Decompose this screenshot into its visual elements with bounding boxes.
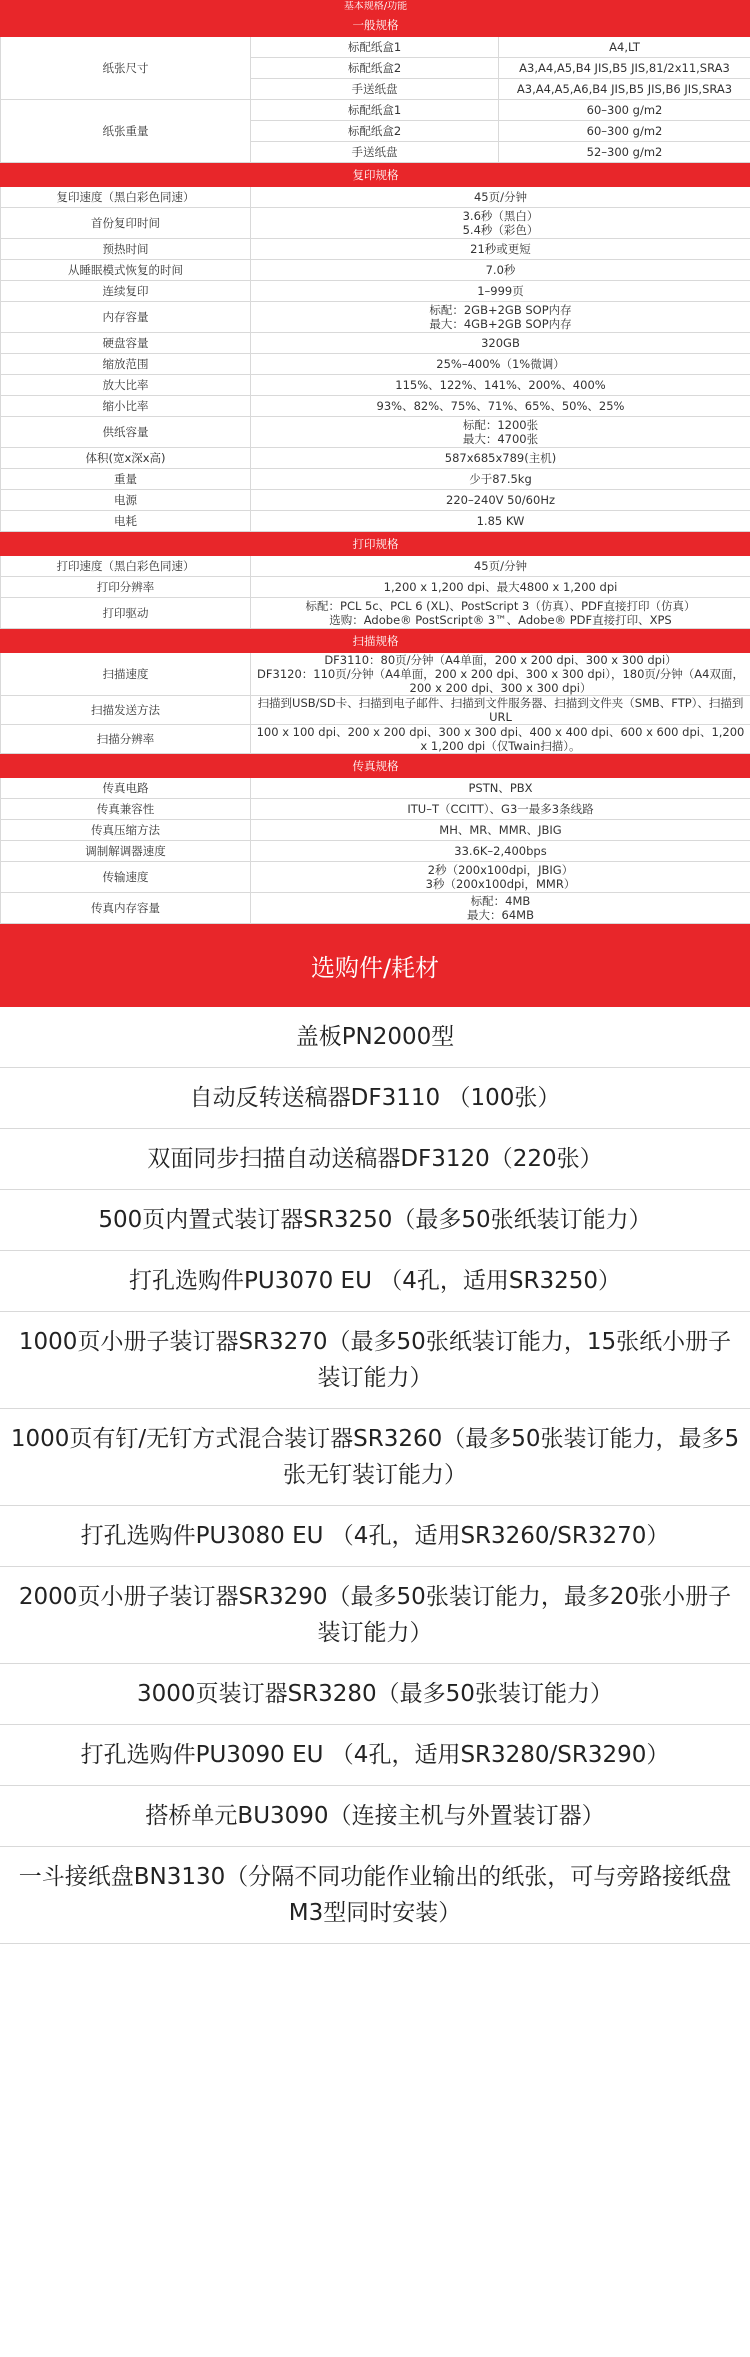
spec-value bbox=[251, 333, 750, 354]
spec-row bbox=[1, 490, 750, 511]
spec-value-line: 2秒（200x100dpi，JBIG） bbox=[427, 863, 574, 877]
option-item: 1000页小册子装订器SR3270（最多50张纸装订能力，15张纸小册子装订能力） bbox=[0, 1312, 750, 1409]
spec-label: 传真兼容性 bbox=[1, 799, 251, 820]
section-copy: 复印规格 bbox=[1, 163, 750, 187]
spec-value bbox=[251, 893, 750, 924]
spec-label: 打印分辨率 bbox=[1, 577, 251, 598]
paper-weight-label: 纸张重量 bbox=[1, 100, 251, 163]
spec-row bbox=[1, 862, 750, 893]
spec-label: 首份复印时间 bbox=[1, 208, 251, 239]
section-print: 打印规格 bbox=[1, 532, 750, 556]
tray-name: 手送纸盘 bbox=[251, 79, 499, 100]
spec-value bbox=[251, 577, 750, 598]
spec-row bbox=[1, 577, 750, 598]
spec-row bbox=[1, 302, 750, 333]
spec-label: 内存容量 bbox=[1, 302, 251, 333]
spec-label: 体积(宽x深x高) bbox=[1, 448, 251, 469]
tray-value: 52–300 g/m2 bbox=[499, 142, 750, 163]
spec-value-line: 最大：64MB bbox=[467, 908, 534, 922]
spec-value bbox=[251, 653, 750, 696]
spec-row bbox=[1, 208, 750, 239]
spec-value bbox=[251, 417, 750, 448]
spec-label: 传真压缩方法 bbox=[1, 820, 251, 841]
spec-row bbox=[1, 281, 750, 302]
spec-value-line: ITU–T（CCITT）、G3一最多3条线路 bbox=[407, 802, 594, 816]
spec-label: 传输速度 bbox=[1, 862, 251, 893]
spec-row bbox=[1, 696, 750, 725]
spec-label: 缩小比率 bbox=[1, 396, 251, 417]
spec-row bbox=[1, 396, 750, 417]
options-title: 选购件/耗材 bbox=[0, 924, 750, 1007]
tray-name: 标配纸盒1 bbox=[251, 100, 499, 121]
spec-value bbox=[251, 281, 750, 302]
spec-row bbox=[1, 820, 750, 841]
tray-name: 标配纸盒2 bbox=[251, 58, 499, 79]
spec-label: 传真电路 bbox=[1, 778, 251, 799]
spec-body bbox=[1, 163, 750, 924]
spec-label: 电耗 bbox=[1, 511, 251, 532]
spec-value-line: 少于87.5kg bbox=[469, 472, 532, 486]
spec-value bbox=[251, 841, 750, 862]
option-item: 盖板PN2000型 bbox=[0, 1007, 750, 1068]
header-title: 基本规格/功能 bbox=[1, 1, 750, 13]
spec-value-line: 115%、122%、141%、200%、400% bbox=[395, 378, 606, 392]
spec-value-line: 7.0秒 bbox=[485, 263, 516, 277]
spec-value bbox=[251, 208, 750, 239]
spec-value-line: 标配：1200张 bbox=[462, 418, 539, 432]
spec-label: 预热时间 bbox=[1, 239, 251, 260]
spec-value bbox=[251, 302, 750, 333]
spec-value bbox=[251, 375, 750, 396]
option-item: 3000页装订器SR3280（最多50张装订能力） bbox=[0, 1664, 750, 1725]
option-item: 一斗接纸盘BN3130（分隔不同功能作业输出的纸张，可与旁路接纸盘M3型同时安装） bbox=[0, 1847, 750, 1944]
spec-label: 缩放范围 bbox=[1, 354, 251, 375]
tray-name: 手送纸盘 bbox=[251, 142, 499, 163]
spec-row bbox=[1, 469, 750, 490]
tray-value: A4,LT bbox=[499, 37, 750, 58]
spec-row bbox=[1, 375, 750, 396]
spec-value-line: 扫描到USB/SD卡、扫描到电子邮件、扫描到文件服务器、扫描到文件夹（SMB、FTP）、扫描到URL bbox=[257, 696, 744, 724]
option-item: 2000页小册子装订器SR3290（最多50张装订能力，最多20张小册子装订能力） bbox=[0, 1567, 750, 1664]
spec-value-line: 320GB bbox=[481, 336, 520, 350]
spec-label: 扫描分辨率 bbox=[1, 725, 251, 754]
spec-label: 打印驱动 bbox=[1, 598, 251, 629]
spec-value-line: 1–999页 bbox=[477, 284, 524, 298]
spec-label: 连续复印 bbox=[1, 281, 251, 302]
spec-value-line: 100 x 100 dpi、200 x 200 dpi、300 x 300 dpi、400 x 400 dpi、600 x 600 dpi、1,200 x 1,200 dpi（仅Twain扫描）。 bbox=[256, 725, 745, 753]
option-item: 双面同步扫描自动送稿器DF3120（220张） bbox=[0, 1129, 750, 1190]
spec-value bbox=[251, 187, 750, 208]
spec-value-line: 93%、82%、75%、71%、65%、50%、25% bbox=[376, 399, 625, 413]
spec-value bbox=[251, 239, 750, 260]
spec-label: 传真内存容量 bbox=[1, 893, 251, 924]
spec-value-line: DF3110：80页/分钟（A4单面，200 x 200 dpi、300 x 300 dpi） bbox=[324, 653, 677, 667]
spec-value-line: 1.85 KW bbox=[476, 514, 525, 528]
spec-label: 硬盘容量 bbox=[1, 333, 251, 354]
spec-row bbox=[1, 725, 750, 754]
spec-value bbox=[251, 490, 750, 511]
spec-row bbox=[1, 448, 750, 469]
spec-row bbox=[1, 354, 750, 375]
spec-label: 扫描速度 bbox=[1, 653, 251, 696]
option-item: 500页内置式装订器SR3250（最多50张纸装订能力） bbox=[0, 1190, 750, 1251]
spec-value bbox=[251, 862, 750, 893]
spec-value bbox=[251, 354, 750, 375]
spec-value-line: DF3120：110页/分钟（A4单面，200 x 200 dpi、300 x 300 dpi），180页/分钟（A4双面，200 x 200 dpi、300 x 300 dpi） bbox=[257, 667, 744, 695]
spec-value-line: 最大：4700张 bbox=[462, 432, 539, 446]
spec-value-line: 587x685x789(主机) bbox=[444, 451, 557, 465]
spec-value bbox=[251, 511, 750, 532]
spec-row bbox=[1, 556, 750, 577]
spec-value-line: 25%–400%（1%微调） bbox=[436, 357, 565, 371]
spec-value-line: MH、MR、MMR、JBIG bbox=[439, 823, 562, 837]
spec-value bbox=[251, 598, 750, 629]
spec-value-line: 3.6秒（黑白） bbox=[462, 209, 539, 223]
spec-value-line: 220–240V 50/60Hz bbox=[446, 493, 555, 507]
spec-value-line: 3秒（200x100dpi，MMR） bbox=[425, 877, 576, 891]
spec-value-line: 标配：2GB+2GB SOP内存 bbox=[429, 303, 572, 317]
spec-value bbox=[251, 820, 750, 841]
spec-row bbox=[1, 511, 750, 532]
spec-value bbox=[251, 799, 750, 820]
spec-value-line: 最大：4GB+2GB SOP内存 bbox=[429, 317, 572, 331]
spec-row bbox=[1, 778, 750, 799]
spec-row bbox=[1, 260, 750, 281]
spec-label: 电源 bbox=[1, 490, 251, 511]
spec-row bbox=[1, 598, 750, 629]
spec-label: 扫描发送方法 bbox=[1, 696, 251, 725]
spec-value bbox=[251, 260, 750, 281]
spec-row bbox=[1, 239, 750, 260]
spec-value-line: 21秒或更短 bbox=[470, 242, 531, 256]
tray-value: 60–300 g/m2 bbox=[499, 121, 750, 142]
spec-value-line: 标配：PCL 5c、PCL 6 (XL)、PostScript 3（仿真）、PDF直接打印（仿真） bbox=[305, 599, 696, 613]
option-item: 打孔选购件PU3090 EU （4孔，适用SR3280/SR3290） bbox=[0, 1725, 750, 1786]
spec-value-line: 45页/分钟 bbox=[473, 559, 527, 573]
spec-row bbox=[1, 799, 750, 820]
option-item: 自动反转送稿器DF3110 （100张） bbox=[0, 1068, 750, 1129]
spec-value-line: 5.4秒（彩色） bbox=[462, 223, 539, 237]
spec-row bbox=[1, 187, 750, 208]
spec-value bbox=[251, 696, 750, 725]
tray-value: A3,A4,A5,A6,B4 JIS,B5 JIS,B6 JIS,SRA3 bbox=[499, 79, 750, 100]
option-item: 搭桥单元BU3090（连接主机与外置装订器） bbox=[0, 1786, 750, 1847]
spec-value bbox=[251, 778, 750, 799]
section-general: 一般规格 bbox=[1, 13, 750, 37]
spec-label: 复印速度（黑白彩色同速） bbox=[1, 187, 251, 208]
spec-row bbox=[1, 417, 750, 448]
tray-value: 60–300 g/m2 bbox=[499, 100, 750, 121]
spec-value-line: PSTN、PBX bbox=[468, 781, 533, 795]
spec-label: 调制解调器速度 bbox=[1, 841, 251, 862]
options-list bbox=[0, 1007, 750, 1944]
tray-name: 标配纸盒2 bbox=[251, 121, 499, 142]
spec-row bbox=[1, 653, 750, 696]
spec-label: 重量 bbox=[1, 469, 251, 490]
spec-label: 从睡眠模式恢复的时间 bbox=[1, 260, 251, 281]
spec-value-line: 标配：4MB bbox=[470, 894, 531, 908]
option-item: 1000页有钉/无钉方式混合装订器SR3260（最多50张装订能力，最多5张无钉装订能力） bbox=[0, 1409, 750, 1506]
spec-row bbox=[1, 333, 750, 354]
section-scan: 扫描规格 bbox=[1, 629, 750, 653]
spec-value bbox=[251, 725, 750, 754]
spec-row bbox=[1, 841, 750, 862]
spec-label: 供纸容量 bbox=[1, 417, 251, 448]
paper-size-label: 纸张尺寸 bbox=[1, 37, 251, 100]
spec-label: 打印速度（黑白彩色同速） bbox=[1, 556, 251, 577]
section-fax: 传真规格 bbox=[1, 754, 750, 778]
spec-value bbox=[251, 556, 750, 577]
spec-value-line: 选购：Adobe® PostScript® 3™、Adobe® PDF直接打印、XPS bbox=[329, 613, 672, 627]
option-item: 打孔选购件PU3070 EU （4孔，适用SR3250） bbox=[0, 1251, 750, 1312]
spec-value-line: 45页/分钟 bbox=[473, 190, 527, 204]
tray-name: 标配纸盒1 bbox=[251, 37, 499, 58]
spec-value-line: 33.6K–2,400bps bbox=[454, 844, 547, 858]
spec-row bbox=[1, 893, 750, 924]
tray-value: A3,A4,A5,B4 JIS,B5 JIS,81/2x11,SRA3 bbox=[499, 58, 750, 79]
spec-value bbox=[251, 469, 750, 490]
spec-label: 放大比率 bbox=[1, 375, 251, 396]
spec-table bbox=[0, 0, 750, 924]
spec-value-line: 1,200 x 1,200 dpi、最大4800 x 1,200 dpi bbox=[383, 580, 618, 594]
spec-value bbox=[251, 448, 750, 469]
option-item: 打孔选购件PU3080 EU （4孔，适用SR3260/SR3270） bbox=[0, 1506, 750, 1567]
spec-value bbox=[251, 396, 750, 417]
